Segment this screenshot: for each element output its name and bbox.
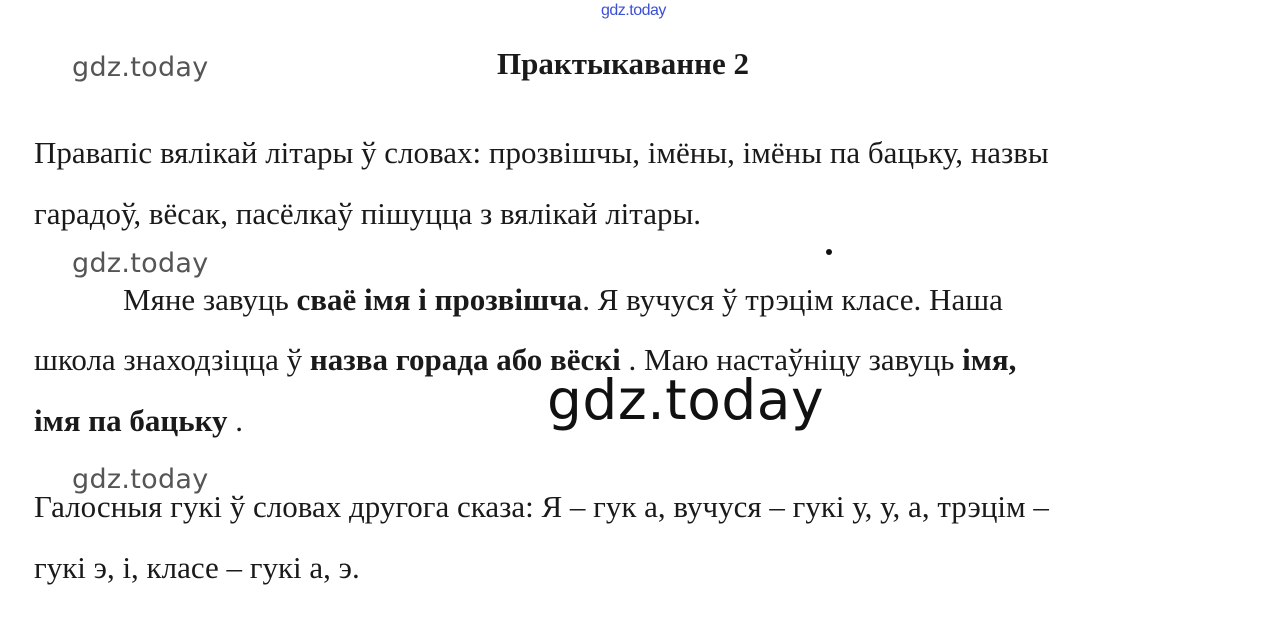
paragraph3-line2: гукі э, і, класе – гукі а, э.: [34, 550, 360, 585]
paragraph2-text: . Маю настаўніцу завуць: [620, 342, 963, 377]
blank-town-village: назва горада або вёскі: [309, 342, 621, 377]
paragraph2-text: Мяне завуць: [123, 282, 297, 317]
paragraph2-line3: [34, 401, 243, 441]
watermark-center: gdz.today: [547, 368, 825, 432]
paragraph2-text: .: [227, 403, 244, 438]
blank-teacher-patronymic: імя па бацьку: [34, 403, 228, 438]
paragraph2-line1: [123, 280, 1003, 320]
blank-name-surname: сваё імя і прозвішча: [296, 282, 583, 317]
paragraph2-line2: [34, 340, 1016, 380]
paragraph1-line2: гарадоў, вёсак, пасёлкаў пішуцца з вялікай літары.: [34, 196, 702, 231]
page-title: Практыкаванне 2: [496, 46, 749, 81]
watermark-left-1: gdz.today: [72, 52, 209, 83]
paragraph2-text: . Я вучуся ў трэцім класе. Наша: [582, 282, 1003, 317]
watermark-left-2: gdz.today: [72, 248, 209, 279]
blank-teacher-name: імя,: [962, 342, 1017, 377]
stray-dot: [826, 249, 832, 255]
watermark-left-3: gdz.today: [72, 464, 209, 495]
watermark-top: gdz.today: [601, 2, 666, 19]
paragraph3-line1: Галосныя гукі ў словах другога сказа: Я – гук а, вучуся – гукі у, у, а, трэцім –: [34, 489, 1049, 524]
paragraph1-line1: Правапіс вялікай літары ў словах: прозвішчы, імёны, імёны па бацьку, назвы: [34, 135, 1049, 170]
paragraph2-text: школа знаходзіцца ў: [34, 342, 310, 377]
